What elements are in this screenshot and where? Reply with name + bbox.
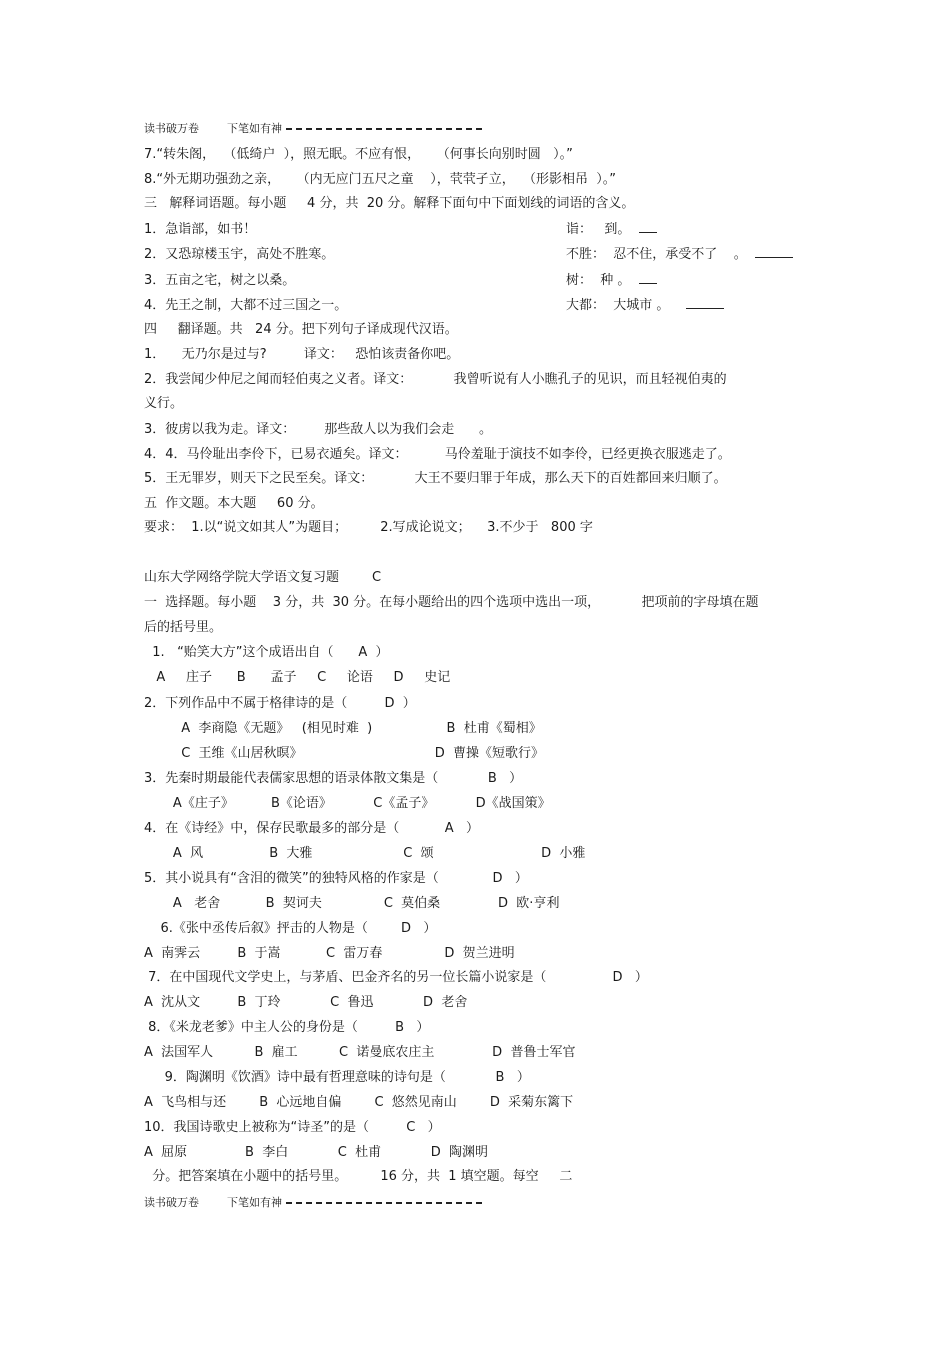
part3-item-3-question: 3．五亩之宅，树之以桑。 xyxy=(144,273,296,288)
page-footer xyxy=(144,1194,482,1211)
part3-item-1-answer xyxy=(566,221,657,238)
part4-item-5: 5．王无罪岁，则天下之民至矣。译文： 大王不要归罪于年成，那么天下的百姓都回来归顺了。 xyxy=(144,471,727,486)
footer-left: 读书破万卷 xyxy=(144,1196,199,1209)
mc-question-2: 2．下列作品中不属于格律诗的是（ D ） xyxy=(144,696,416,711)
mc-question-4: 4．在《诗经》中，保存民歌最多的部分是（ A ） xyxy=(144,821,480,836)
mc-question-2-options-row-1: A 李商隐《无题》 (相见时难 ) B 杜甫《蜀相》 xyxy=(144,721,542,736)
mc-question-3: 3．先秦时期最能代表儒家思想的语录体散文集是（ B ） xyxy=(144,771,523,786)
question-7: 7.“转朱阁， （低绮户 ），照无眠。不应有恨， （何事长向别时圆 ）。” xyxy=(144,147,573,162)
section-c-part2-line: 分。把答案填在小题中的括号里。 16 分，共 1 填空题。每空 二 xyxy=(144,1169,573,1184)
answer-blank xyxy=(755,247,793,258)
mc-question-3-options: A《庄子》 B《论语》 C《孟子》 D《战国策》 xyxy=(144,796,551,811)
mc-question-6: 6.《张中丞传后叙》抨击的人物是（ D ） xyxy=(144,921,437,936)
mc-question-4-options: A 风 B 大雅 C 颂 D 小雅 xyxy=(144,846,586,861)
part4-item-4: 4．4．马伶耻出李伶下，已易衣遁矣。译文： 马伶羞耻于演技不如李伶，已经更换衣服逃走了。 xyxy=(144,447,731,462)
mc-question-5-options: A 老舍 B 契诃夫 C 莫伯桑 D 欧·亨利 xyxy=(144,896,560,911)
part4-item-3: 3．彼虏以我为走。译文： 那些敌人以为我们会走 。 xyxy=(144,422,492,437)
section-c-title: 山东大学网络学院大学语文复习题 C xyxy=(144,570,382,585)
part3-title: 三 解释词语题。每小题 4 分，共 20 分。解释下面句中下面划线的词语的含义。 xyxy=(144,196,635,211)
part3-item-2-answer xyxy=(566,246,793,263)
section-c-part1-instructions: 一 选择题。每小题 3 分，共 30 分。在每小题给出的四个选项中选出一项， 把项前的字母填在题 xyxy=(144,595,759,610)
question-8: 8.“外无期功强劲之亲， （内无应门五尺之童 ），茕茕孑立， （形影相吊 ）。” xyxy=(144,172,616,187)
footer-right: 下笔如有神 xyxy=(226,1196,282,1209)
mc-question-1: 1. “贻笑大方”这个成语出自（ A ） xyxy=(144,645,389,660)
mc-question-7-options: A 沈从文 B 丁玲 C 鲁迅 D 老舍 xyxy=(144,995,468,1010)
header-dashed-line xyxy=(286,128,482,130)
mc-question-8-options: A 法国军人 B 雇工 C 诺曼底农庄主 D 普鲁士军官 xyxy=(144,1045,576,1060)
part4-item-2: 2．我尝闻少仲尼之闻而轻伯夷之义者。译文： 我曾听说有人小瞧孔子的见识，而且轻视伯夷的 xyxy=(144,372,727,387)
answer-blank xyxy=(686,298,724,309)
mc-question-5: 5．其小说具有“含泪的微笑”的独特风格的作家是（ D ） xyxy=(144,871,528,886)
section-c-part1-instructions-continued: 后的括号里。 xyxy=(144,620,223,635)
part4-item-2-continued: 义行。 xyxy=(144,396,184,411)
header-right: 下笔如有神 xyxy=(226,122,282,135)
mc-question-9-options: A 飞鸟相与还 B 心远地自偏 C 悠然见南山 D 采菊东篱下 xyxy=(144,1095,574,1110)
footer-dashed-line xyxy=(286,1202,482,1204)
part3-item-4-answer-text: 大都： 大城市 。 xyxy=(566,298,670,313)
part3-item-4-question: 4．先王之制，大都不过三国之一。 xyxy=(144,298,348,313)
part5-requirements: 要求： 1.以“说文如其人”为题目； 2.写成论说文； 3.不少于 800 字 xyxy=(144,520,593,535)
page-header xyxy=(144,120,482,137)
mc-question-2-options-row-2: C 王维《山居秋暝》 D 曹操《短歌行》 xyxy=(144,746,545,761)
mc-question-10-options: A 屈原 B 李白 C 杜甫 D 陶渊明 xyxy=(144,1145,488,1160)
mc-question-1-options: A 庄子 B 孟子 C 论语 D 史记 xyxy=(144,670,451,685)
part4-item-1: 1． 无乃尔是过与? 译文： 恐怕该责备你吧。 xyxy=(144,347,460,362)
part3-item-2-answer-text: 不胜： 忍不住，承受不了 。 xyxy=(566,247,747,262)
part3-item-1-answer-text: 诣： 到。 xyxy=(566,222,631,237)
part4-title: 四 翻译题。共 24 分。把下列句子译成现代汉语。 xyxy=(144,322,458,337)
part3-item-1-question: 1．急诣部，如书！ xyxy=(144,222,257,237)
mc-question-10: 10．我国诗歌史上被称为“诗圣”的是（ C ） xyxy=(144,1120,441,1135)
mc-question-7: 7．在中国现代文学史上，与茅盾、巴金齐名的另一位长篇小说家是（ D ） xyxy=(144,970,648,985)
mc-question-9: 9．陶渊明《饮酒》诗中最有哲理意味的诗句是（ B ） xyxy=(144,1070,530,1085)
answer-blank xyxy=(639,273,657,284)
answer-blank xyxy=(639,222,657,233)
mc-question-6-options: A 南霁云 B 于嵩 C 雷万春 D 贺兰进明 xyxy=(144,946,515,961)
part5-title: 五 作文题。本大题 60 分。 xyxy=(144,496,324,511)
header-left: 读书破万卷 xyxy=(144,122,199,135)
part3-item-3-answer-text: 树： 种 。 xyxy=(566,273,631,288)
part3-item-3-answer xyxy=(566,272,657,289)
mc-question-8: 8．《米龙老爹》中主人公的身份是（ B ） xyxy=(144,1020,430,1035)
part3-item-4-answer xyxy=(566,297,724,314)
part3-item-2-question: 2．又恐琼楼玉宇，高处不胜寒。 xyxy=(144,247,335,262)
